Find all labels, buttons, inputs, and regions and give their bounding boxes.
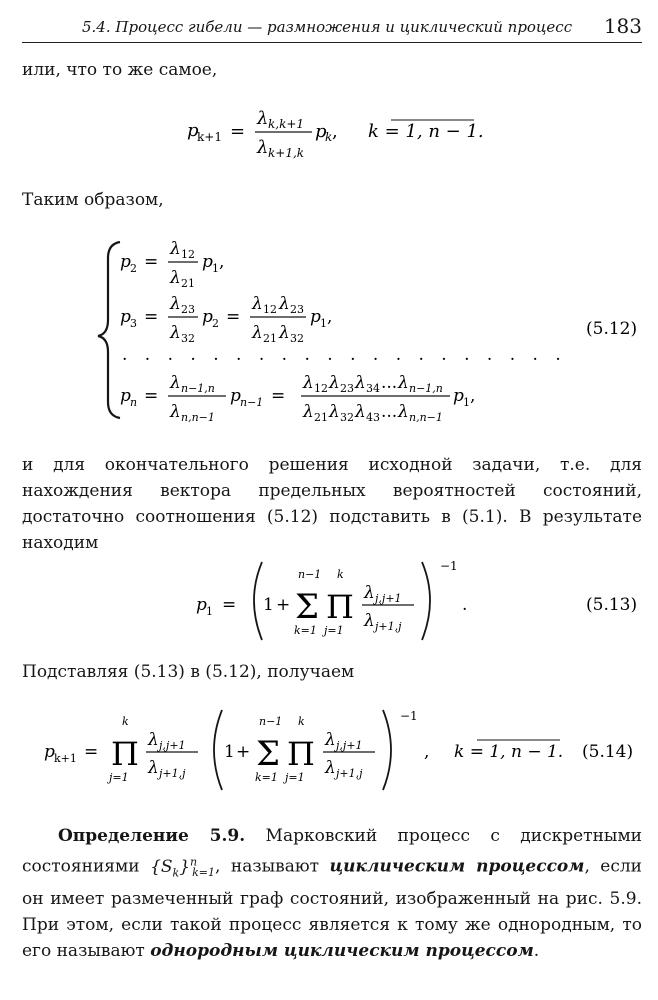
definition-text-2: , называют xyxy=(215,856,320,877)
svg-text:p: p xyxy=(196,595,207,615)
svg-text:+: + xyxy=(276,595,291,615)
svg-text:=: = xyxy=(230,121,246,142)
svg-text:,: , xyxy=(470,386,476,406)
svg-text:λ: λ xyxy=(252,294,263,314)
svg-text:=: = xyxy=(144,386,159,406)
svg-text:=: = xyxy=(271,386,286,406)
svg-text:λ: λ xyxy=(329,373,340,393)
svg-text:32: 32 xyxy=(290,332,304,345)
svg-text:34: 34 xyxy=(366,382,380,395)
svg-text:,: , xyxy=(332,121,338,142)
svg-text:k+1,k: k+1,k xyxy=(268,146,305,160)
svg-text:n,n−1: n,n−1 xyxy=(181,411,215,424)
svg-text:p: p xyxy=(202,307,213,327)
page-number: 183 xyxy=(603,14,642,38)
svg-text:p: p xyxy=(187,120,199,141)
svg-text:1: 1 xyxy=(224,742,235,762)
svg-text:λ: λ xyxy=(252,323,263,343)
svg-text:j,j+1: j,j+1 xyxy=(375,592,402,605)
svg-text:j=1: j=1 xyxy=(285,771,305,784)
svg-text:λ: λ xyxy=(257,137,269,158)
svg-text:λ: λ xyxy=(364,583,375,603)
svg-text:−1: −1 xyxy=(400,709,418,723)
svg-text:λ: λ xyxy=(170,268,181,288)
svg-text:λ: λ xyxy=(257,108,269,129)
svg-text:λ: λ xyxy=(303,373,314,393)
running-title: 5.4. Процесс гибели — размножения и циклический процесс xyxy=(82,18,573,36)
svg-text:j+1,j: j+1,j xyxy=(336,767,363,780)
svg-text:p: p xyxy=(310,307,321,327)
svg-text:12: 12 xyxy=(181,248,195,261)
svg-text:p: p xyxy=(44,742,55,762)
svg-text:p: p xyxy=(453,386,464,406)
svg-text:p: p xyxy=(230,386,241,406)
paragraph-intro: или, что то же самое, xyxy=(22,60,218,80)
definition-text-1: Марковский процесс с дискретными состояниями xyxy=(22,826,643,877)
svg-text:p: p xyxy=(120,386,131,406)
svg-text:j+1,j: j+1,j xyxy=(375,620,402,633)
svg-text:−1: −1 xyxy=(440,559,458,573)
svg-text:n−1,n: n−1,n xyxy=(181,382,215,395)
term-cyclic-process: циклическим процессом xyxy=(329,856,585,877)
svg-text:23: 23 xyxy=(290,303,304,316)
svg-text:λ: λ xyxy=(303,402,314,422)
svg-text:p: p xyxy=(120,307,131,327)
svg-text:j=1: j=1 xyxy=(109,771,129,784)
svg-text:Σ: Σ xyxy=(295,587,320,627)
svg-text:λ: λ xyxy=(148,730,159,750)
svg-text:12: 12 xyxy=(263,303,277,316)
svg-text:n−1: n−1 xyxy=(259,715,283,728)
svg-text:λ: λ xyxy=(325,730,336,750)
svg-text:Σ: Σ xyxy=(256,734,281,774)
svg-text:λ: λ xyxy=(279,294,290,314)
svg-text:n−1: n−1 xyxy=(298,568,322,581)
set-notation: $\{S_k\}^n_{k=1}$ xyxy=(150,855,216,880)
paragraph-substituting: Подставляя (5.13) в (5.12), получаем xyxy=(22,662,355,682)
svg-text:,: , xyxy=(424,742,430,762)
svg-text:λ: λ xyxy=(325,758,336,778)
svg-text:,: , xyxy=(327,307,333,327)
svg-text:+: + xyxy=(236,742,251,762)
svg-text:λ: λ xyxy=(364,611,375,631)
svg-text:2: 2 xyxy=(130,262,137,275)
svg-text:k=1: k=1 xyxy=(255,771,278,784)
svg-text:k=1: k=1 xyxy=(294,624,317,637)
svg-text:12: 12 xyxy=(314,382,328,395)
svg-text:=: = xyxy=(144,307,159,327)
definition-block xyxy=(22,823,642,964)
svg-text:k+1: k+1 xyxy=(197,130,222,144)
equation-label-5-14: (5.14) xyxy=(582,742,634,762)
equation-label-5-12: (5.12) xyxy=(586,319,638,339)
definition-title: Определение 5.9. xyxy=(58,826,246,846)
paragraph-thus: Таким образом, xyxy=(22,190,164,210)
svg-text:Π: Π xyxy=(111,735,139,773)
svg-text:1: 1 xyxy=(206,605,213,618)
svg-text:k: k xyxy=(122,715,129,728)
svg-text:.: . xyxy=(462,595,468,615)
svg-text:λ: λ xyxy=(279,323,290,343)
definition-text-3: , если он имеет размеченный граф состояний, изображенный на рис. 5.9. При этом, если такой процесс является к тому же однородным, то его называют xyxy=(22,856,643,962)
svg-text:λ: λ xyxy=(398,402,409,422)
k-range-label: k = 1, n − 1. xyxy=(368,121,484,142)
svg-text:λ: λ xyxy=(170,294,181,314)
svg-text:2: 2 xyxy=(212,317,219,330)
svg-text:λ: λ xyxy=(355,373,366,393)
svg-text:k: k xyxy=(337,568,344,581)
svg-text:Π: Π xyxy=(287,735,315,773)
svg-text:j+1,j: j+1,j xyxy=(159,767,186,780)
svg-text:21: 21 xyxy=(314,411,328,424)
svg-text:1: 1 xyxy=(263,595,274,615)
svg-text:23: 23 xyxy=(340,382,354,395)
svg-text:. . . . . . . . . . . . . . .: . . . . . . . . . . . . . . . . . . . . xyxy=(122,345,567,365)
equation-recurrence-body xyxy=(187,108,484,160)
svg-text:λ: λ xyxy=(170,373,181,393)
svg-text:k,k+1: k,k+1 xyxy=(268,117,305,131)
svg-text:j,j+1: j,j+1 xyxy=(159,739,186,752)
svg-text:32: 32 xyxy=(181,332,195,345)
term-homogeneous-cyclic-process: однородным циклическим процессом xyxy=(150,941,534,962)
svg-text:n,n−1: n,n−1 xyxy=(409,411,443,424)
svg-text:21: 21 xyxy=(181,277,195,290)
svg-text:λ: λ xyxy=(170,323,181,343)
svg-text:k: k xyxy=(298,715,305,728)
svg-text:λ: λ xyxy=(355,402,366,422)
svg-text:k: k xyxy=(325,130,333,144)
k-range-label-2: k = 1, n − 1. xyxy=(454,742,564,762)
paragraph-solution: и для окончательного решения исходной задачи, т.е. для нахождения вектора предельных вероятностей состояний, достаточно соотношения (5.12) подставить в (5.1). В результате находим xyxy=(22,455,642,553)
svg-text:n: n xyxy=(130,396,138,409)
page-header xyxy=(22,12,642,42)
svg-text:=: = xyxy=(222,595,237,615)
svg-text:n−1: n−1 xyxy=(240,396,264,409)
svg-text:1: 1 xyxy=(212,262,219,275)
definition-text-4: . xyxy=(533,941,540,962)
svg-text:=: = xyxy=(84,742,99,762)
svg-text:23: 23 xyxy=(181,303,195,316)
svg-text:=: = xyxy=(226,307,241,327)
svg-text:p: p xyxy=(120,252,131,272)
svg-text:λ: λ xyxy=(148,758,159,778)
svg-text:Π: Π xyxy=(326,588,354,626)
svg-text:32: 32 xyxy=(340,411,354,424)
svg-text:43: 43 xyxy=(366,411,380,424)
svg-text:j,j+1: j,j+1 xyxy=(336,739,363,752)
svg-text:λ: λ xyxy=(398,373,409,393)
svg-text:...: ... xyxy=(381,402,398,422)
svg-text:λ: λ xyxy=(170,239,181,259)
svg-text:n−1,n: n−1,n xyxy=(409,382,443,395)
svg-text:1: 1 xyxy=(320,317,327,330)
svg-text:1: 1 xyxy=(463,396,470,409)
svg-text:...: ... xyxy=(381,373,398,393)
equation-label-5-13: (5.13) xyxy=(586,595,638,615)
svg-text:,: , xyxy=(219,252,225,272)
svg-text:λ: λ xyxy=(329,402,340,422)
svg-text:λ: λ xyxy=(170,402,181,422)
svg-text:21: 21 xyxy=(263,332,277,345)
svg-text:=: = xyxy=(144,252,159,272)
header-rule xyxy=(22,42,642,43)
svg-text:3: 3 xyxy=(130,317,137,330)
left-brace xyxy=(98,242,120,418)
svg-text:p: p xyxy=(202,252,213,272)
svg-text:j=1: j=1 xyxy=(324,624,344,637)
svg-text:k+1: k+1 xyxy=(54,752,77,765)
svg-text:p: p xyxy=(315,121,327,142)
